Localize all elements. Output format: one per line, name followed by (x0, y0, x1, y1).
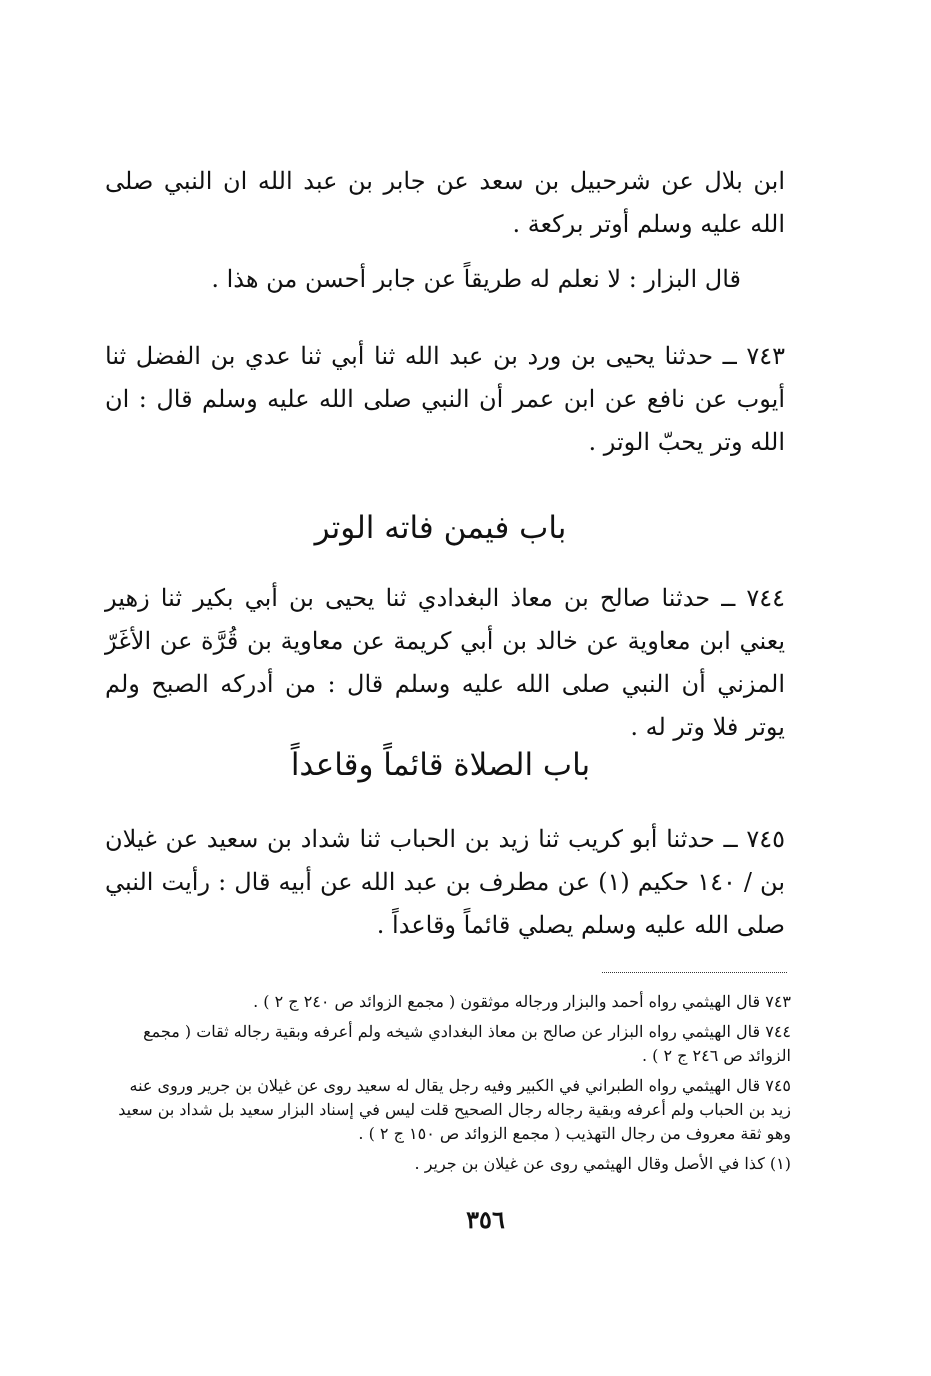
footnote-745: ٧٤٥ قال الهيثمي رواه الطبراني في الكبير وفيه رجل يقال له سعيد روى عن غيلان بن جرير وروى عنه زيد بن الحباب ولم أعرفه وبقية رجاله رجال الصحيح قلت ليس في إسناد البزار سعيد بل شداد بن سعيد وهو ثقة معروف من رجال التهذيب ( مجمع الزوائد ص ١٥٠ ج ٢ ) . (118, 1076, 791, 1143)
footnote-1: (١) كذا في الأصل وقال الهيثمي روى عن غيلان بن جرير . (414, 1154, 791, 1173)
chapter-heading-standing-sitting-prayer: باب الصلاة قائماً وقاعداً (290, 747, 591, 783)
footnote-divider (602, 972, 787, 973)
footnotes (106, 990, 791, 1182)
chapter-heading-missed-witr: باب فيمن فاته الوتر (314, 510, 567, 546)
hadith-743: ٧٤٣ ــ حدثنا يحيى بن ورد بن عبد الله ثنا أبي ثنا عدي بن الفضل ثنا أيوب عن نافع عن ابن عمر أن النبي صلى الله عليه وسلم قال : ان الله وتر يحبّ الوتر . (105, 342, 785, 456)
hadith-744: ٧٤٤ ــ حدثنا صالح بن معاذ البغدادي ثنا يحيى بن أبي بكير ثنا زهير يعني ابن معاوية عن خالد بن أبي كريمة عن معاوية بن قُرَّة عن الأغَرّ المزني أن النبي صلى الله عليه وسلم قال : من أدركه الصبح ولم يوتر فلا وتر له . (105, 584, 785, 741)
footnote-744: ٧٤٤ قال الهيثمي رواه البزار عن صالح بن معاذ البغدادي شيخه ولم أعرفه وبقية رجاله ثقات ( مجمع الزوائد ص ٢٤٦ ج ٢ ) . (143, 1022, 791, 1065)
footnote-743: ٧٤٣ قال الهيثمي رواه أحمد والبزار ورجاله موثقون ( مجمع الزوائد ص ٢٤٠ ج ٢ ) . (253, 992, 791, 1011)
paragraph-continuation: ابن بلال عن شرحبيل بن سعد عن جابر بن عبد الله ان النبي صلى الله عليه وسلم أوتر بركعة . (105, 167, 785, 238)
hadith-745: ٧٤٥ ــ حدثنا أبو كريب ثنا زيد بن الحباب ثنا شداد بن سعيد عن غيلان بن / ١٤٠ حكيم (١) عن مطرف بن عبد الله عن أبيه قال : رأيت النبي صلى الله عليه وسلم يصلي قائماً وقاعداً . (105, 825, 786, 939)
page-number: ٣٥٦ (466, 1205, 505, 1234)
paragraph-bazzar-comment: قال البزار : لا نعلم له طريقاً عن جابر أحسن من هذا . (211, 265, 741, 293)
